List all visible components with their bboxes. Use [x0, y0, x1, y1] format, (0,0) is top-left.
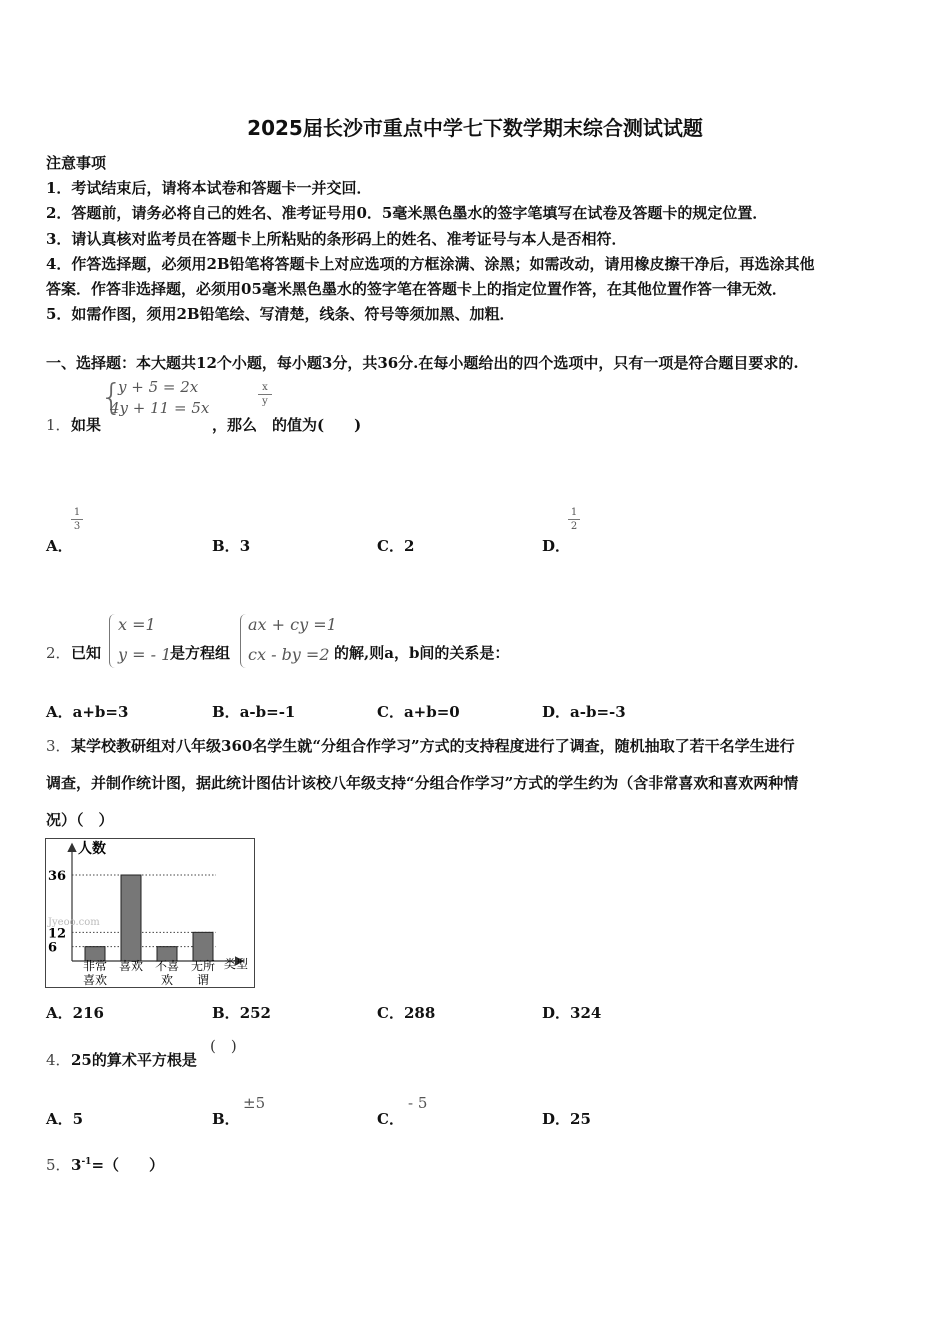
- frac-num: 1: [570, 507, 578, 518]
- q1-fraction: [258, 382, 272, 407]
- x-tick-label: 喜欢: [118, 959, 144, 973]
- q2-text-pre: 已知: [71, 644, 102, 662]
- q1-text-pre: 如果: [71, 416, 102, 434]
- section-heading: 一、选择题：本大题共12个小题，每小题3分，共36分.在每小题给出的四个选项中，只有一项是符合题目要求的.: [46, 354, 799, 372]
- q3-option-b[interactable]: B．252: [212, 1004, 271, 1022]
- q4-paren: ( ): [210, 1037, 237, 1055]
- q2-option-c[interactable]: C．a+b=0: [377, 703, 460, 721]
- q1-system: [100, 377, 214, 422]
- x-tick-label: 欢: [160, 973, 174, 987]
- note-item: 答案．作答非选择题，必须用05毫米黑色墨水的签字笔在答题卡上的指定位置作答，在其他位置作答一律无效．: [46, 280, 787, 298]
- chart-svg: [46, 839, 254, 987]
- q2-option-a[interactable]: A．a+b=3: [46, 703, 129, 721]
- note-item: 3．请认真核对监考员在答题卡上所粘贴的条形码上的姓名、准考证号与本人是否相符．: [46, 230, 627, 248]
- y-axis-label: 人数: [78, 841, 106, 857]
- x-tick-label: 不喜: [154, 959, 180, 973]
- y-tick-label: 12: [48, 926, 67, 942]
- q2-sol-y: y = - 1: [118, 645, 172, 664]
- brace-icon: {: [100, 377, 123, 418]
- q3-number: 3．: [46, 737, 71, 755]
- q1-eq2: 4y + 11 = 5x: [110, 399, 210, 417]
- x-tick-label: 谓: [196, 973, 210, 987]
- frac-den: 2: [570, 521, 578, 532]
- note-item: 1．考试结束后，请将本试卷和答题卡一并交回．: [46, 179, 372, 197]
- x-tick-label: 无所: [190, 959, 216, 973]
- q4-text: 25的算术平方根是: [71, 1051, 197, 1069]
- bar: [121, 875, 141, 961]
- q2-text-post: 的解,则a，b间的关系是：: [334, 644, 510, 662]
- q1-text-post: 的值为( ): [272, 416, 362, 434]
- q4-option-c-value: - 5: [408, 1094, 428, 1112]
- x-axis-label: 类型: [224, 957, 249, 971]
- q1-option-c[interactable]: C．2: [377, 537, 415, 555]
- q2-sol-x: x =1: [118, 615, 156, 634]
- q3-line2: 调查，并制作统计图，据此统计图估计该校八年级支持“分组合作学习”方式的学生约为（含非常喜欢和喜欢两种情: [46, 774, 799, 792]
- q4-number: 4．: [46, 1051, 71, 1069]
- q1-number: 1．: [46, 416, 71, 434]
- notes-heading: 注意事项: [46, 154, 107, 172]
- note-item: 2．答题前，请务必将自己的姓名、准考证号用0．5毫米黑色墨水的签字笔填写在试卷及答题卡的规定位置．: [46, 204, 768, 222]
- bar: [193, 932, 213, 961]
- q5-number: 5．: [46, 1156, 71, 1174]
- note-item: 4．作答选择题，必须用2B铅笔将答题卡上对应选项的方框涂满、涂黑；如需改动，请用橡皮擦干净后，再选涂其他: [46, 255, 815, 273]
- q1-optD-fraction: [568, 507, 580, 532]
- q1-optA-fraction: [71, 507, 83, 532]
- q4-option-a[interactable]: A．5: [46, 1110, 84, 1128]
- note-item: 5．如需作图，须用2B铅笔绘、写清楚，线条、符号等须加黑、加粗．: [46, 305, 515, 323]
- q2-number: 2．: [46, 644, 71, 662]
- q1-option-a[interactable]: A．: [46, 537, 73, 555]
- q4-option-b[interactable]: B．: [212, 1110, 240, 1128]
- bar-chart: [45, 838, 255, 988]
- q3-option-c[interactable]: C．288: [377, 1004, 436, 1022]
- frac-num: x: [262, 382, 268, 393]
- brace-icon: [240, 614, 247, 668]
- q1-option-b[interactable]: B．3: [212, 537, 251, 555]
- q2-eq2: cx - by =2: [248, 645, 330, 664]
- frac-num: 1: [73, 507, 81, 518]
- q3-line3: 况）（ ）: [46, 811, 114, 829]
- q3-option-a[interactable]: A．216: [46, 1004, 104, 1022]
- frac-den: y: [262, 396, 268, 407]
- chart-watermark: Jyeoo.com: [48, 917, 100, 928]
- q2-option-d[interactable]: D．a-b=-3: [542, 703, 626, 721]
- q2-option-b[interactable]: B．a-b=-1: [212, 703, 296, 721]
- q4-option-c[interactable]: C．: [377, 1110, 404, 1128]
- frac-den: 3: [73, 521, 81, 532]
- q1-option-d[interactable]: D．: [542, 537, 571, 555]
- page-title: 2025届长沙市重点中学七下数学期末综合测试试题: [247, 116, 703, 140]
- x-tick-label: 喜欢: [82, 973, 108, 987]
- q1-text-mid: ，那么: [212, 416, 258, 434]
- x-tick-label: 非常: [82, 959, 108, 973]
- q1-eq1: y + 5 = 2x: [118, 378, 199, 396]
- q3-line1: 某学校教研组对八年级360名学生就“分组合作学习”方式的支持程度进行了调查，随机抽取了若干名学生进行: [71, 737, 795, 755]
- q2-text-mid: 是方程组: [170, 644, 231, 662]
- brace-icon: [109, 614, 116, 668]
- y-tick-label: 6: [48, 940, 58, 956]
- q4-option-b-value: ±5: [243, 1094, 266, 1112]
- q2-eq1: ax + cy =1: [248, 615, 337, 634]
- q5-expression: $3^{-1}=$（ ）: [71, 1156, 165, 1174]
- q4-option-d[interactable]: D．25: [542, 1110, 591, 1128]
- y-tick-label: 36: [48, 869, 67, 884]
- q3-option-d[interactable]: D．324: [542, 1004, 602, 1022]
